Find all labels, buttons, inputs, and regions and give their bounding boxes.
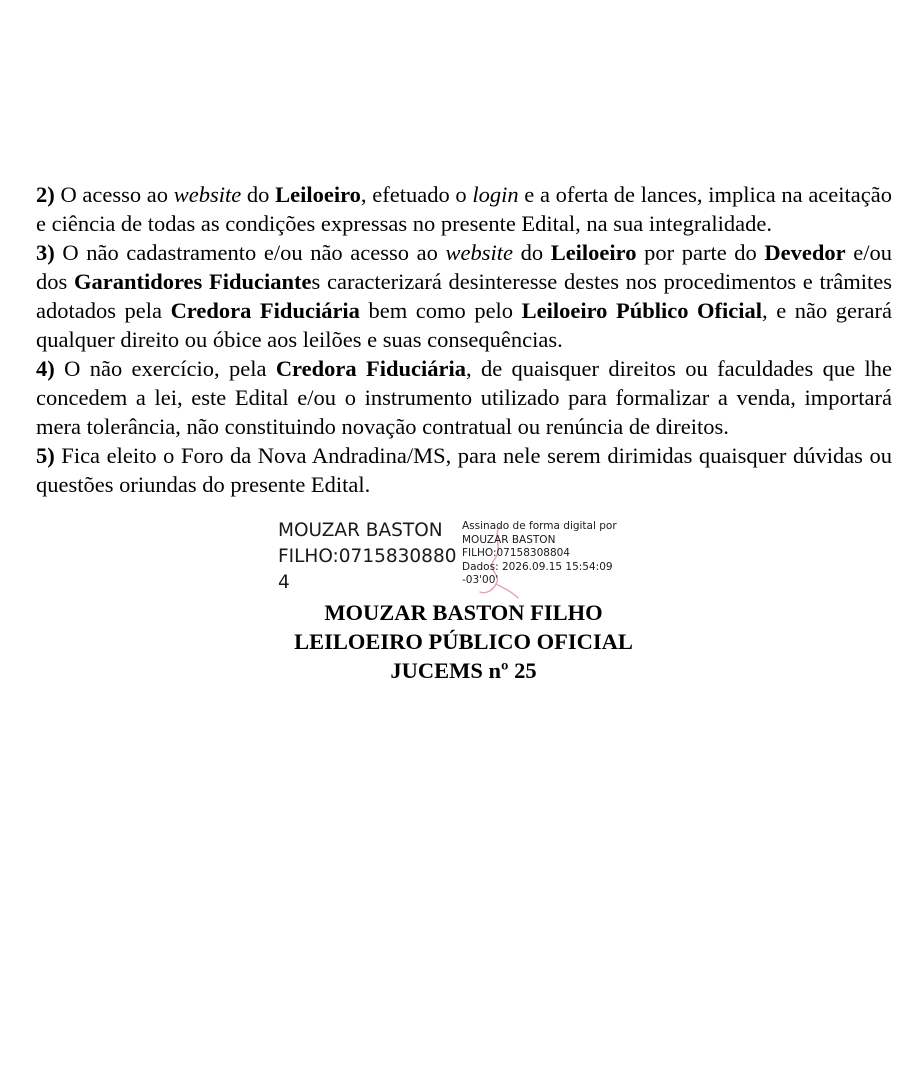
signature-detail-line: MOUZAR BASTON xyxy=(462,533,556,546)
clause-text: Fica eleito o Foro da Nova Andradina/MS, para nele serem dirimidas quaisquer dúvidas ou questões oriundas do presente Edital. xyxy=(36,443,892,497)
clause-bold: Devedor xyxy=(764,240,846,265)
clause-3 xyxy=(36,238,892,354)
clause-text: O não exercício, pela xyxy=(54,356,276,381)
edital-clauses xyxy=(36,180,892,499)
signatory-name: MOUZAR BASTON FILHO xyxy=(324,600,603,625)
signatory-registry: JUCEMS nº 25 xyxy=(390,658,537,683)
clause-italic: website xyxy=(173,182,242,207)
clause-4 xyxy=(36,354,892,441)
signer-name xyxy=(278,518,458,596)
clause-number: 2) xyxy=(36,182,55,207)
clause-bold: Credora Fiduciária xyxy=(275,356,466,381)
signature-detail-line: Assinado de forma digital por xyxy=(462,520,617,532)
clause-text: s caracterizará desinteresse destes nos procedimentos e trâmites adotados pela xyxy=(36,269,892,323)
signer-name-line: FILHO:0715830880 xyxy=(278,546,457,567)
clause-bold: Credora Fiduciária xyxy=(170,298,360,323)
clause-bold: Leiloeiro xyxy=(550,240,637,265)
clause-text: , e não gerará qualquer direito ou óbice aos leilões e suas consequências. xyxy=(36,298,892,352)
signature-detail-line: Dados: 2026.09.15 15:54:09 xyxy=(462,560,613,573)
clause-bold: Leiloeiro Público Oficial xyxy=(521,298,763,323)
clause-italic: login xyxy=(472,182,519,207)
clause-text: do xyxy=(241,182,276,207)
signer-name-line: 4 xyxy=(278,572,290,593)
digital-signature-block xyxy=(278,518,638,600)
clause-text: O não cadastramento e/ou não acesso ao xyxy=(54,240,446,265)
clause-number: 3) xyxy=(36,240,55,265)
clause-2 xyxy=(36,180,892,238)
clause-italic: website xyxy=(445,240,513,265)
clause-bold: Leiloeiro xyxy=(275,182,361,207)
signatory-block xyxy=(0,598,921,685)
clause-number: 5) xyxy=(36,443,55,468)
clause-text: , efetuado o xyxy=(360,182,473,207)
clause-text: O acesso ao xyxy=(54,182,174,207)
clause-bold: Garantidores Fiduciante xyxy=(73,269,312,294)
signature-detail-line: -03'00' xyxy=(462,574,499,586)
signature-details xyxy=(462,520,617,588)
clause-text: bem como pelo xyxy=(359,298,522,323)
signatory-role: LEILOEIRO PÚBLICO OFICIAL xyxy=(294,629,633,654)
clause-text: do xyxy=(512,240,551,265)
clause-text: e/ou dos xyxy=(36,240,892,294)
clause-5 xyxy=(36,441,892,499)
clause-text: e a oferta de lances, implica na aceitação e ciência de todas as condições expressas no presente Edital, na sua integralidade. xyxy=(36,182,892,236)
clause-text: , de quaisquer direitos ou faculdades que lhe concedem a lei, este Edital e/ou o instrumento utilizado para formalizar a venda, importará mera tolerância, não constituindo novação contratual ou renúncia de direitos. xyxy=(36,356,892,439)
signer-name-line: MOUZAR BASTON xyxy=(278,520,443,541)
clause-number: 4) xyxy=(36,356,55,381)
signature-detail-line: FILHO:07158308804 xyxy=(462,547,570,559)
clause-text: por parte do xyxy=(636,240,765,265)
